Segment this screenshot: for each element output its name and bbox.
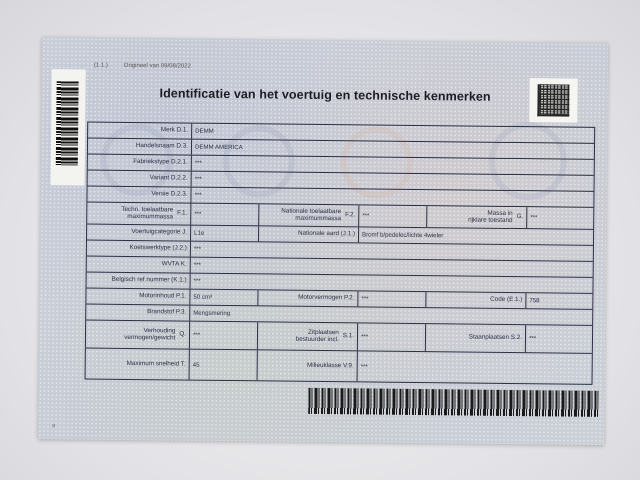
label-motorvermogen: Motorvermogen P.2. xyxy=(258,290,358,306)
row-snelheid xyxy=(86,349,592,384)
label-verhouding-line1: Verhouding xyxy=(143,327,176,335)
horizontal-barcode-icon xyxy=(308,388,598,417)
label-max-snelheid: Maximum snelheid T. xyxy=(86,349,190,380)
value-code-e1: 758 xyxy=(529,297,540,305)
label-zitplaatsen xyxy=(258,322,358,350)
label-techn-massa-text xyxy=(121,207,173,221)
registration-document xyxy=(38,37,608,445)
label-brandstof: Brandstof P.3. xyxy=(86,305,190,321)
value-zitplaatsen: *** xyxy=(358,323,426,351)
corner-mark: a xyxy=(52,423,56,430)
vertical-barcode-strip xyxy=(51,69,86,185)
label-nat-massa xyxy=(259,204,359,226)
value-belgisch-ref: *** xyxy=(193,277,201,285)
label-massa-rijklaar-line2: rijklare toestand xyxy=(468,216,513,224)
label-koetswerktype: Koetswerktype (J.2.) xyxy=(87,241,191,257)
serial-code: (1.1.) xyxy=(93,62,108,69)
label-milieuklasse: Milieuklasse V.9. xyxy=(258,350,358,381)
value-staanplaatsen: *** xyxy=(528,335,537,343)
label-staanplaatsen: Staanplaatsen S.2. xyxy=(426,324,526,352)
label-merk: Merk D.1. xyxy=(88,123,192,139)
value-verhouding: *** xyxy=(190,322,258,350)
label-handelsnaam: Handelsnaam D.3. xyxy=(88,139,192,155)
code-massa-rijklaar: G. xyxy=(516,213,524,221)
value-motorvermogen: *** xyxy=(358,291,426,307)
value-koetswerktype: *** xyxy=(193,245,202,253)
label-nationale-aard: Nationale aard (J.1.) xyxy=(259,226,359,242)
label-zitplaatsen-line1: Zitplaatsen xyxy=(307,328,339,337)
value-milieuklasse: *** xyxy=(360,362,368,370)
value-techn-massa: *** xyxy=(191,204,259,226)
value-nat-massa: *** xyxy=(359,205,427,227)
value-variant: *** xyxy=(194,175,202,183)
label-versie: Versie D.2.3. xyxy=(87,187,191,203)
label-techn-massa-line2: maximummassa xyxy=(127,212,174,220)
code-nat-massa: F.2. xyxy=(345,211,356,219)
label-nat-massa-text xyxy=(281,208,341,222)
value-handelsnaam: DEMM AMERICA xyxy=(194,143,243,152)
value-nationale-aard: Bromf b/pedelec/lichte 4wieler xyxy=(362,231,444,240)
code-zitplaatsen: S.1. xyxy=(342,332,355,340)
label-techn-massa xyxy=(87,203,191,225)
label-wvta: WVTA K. xyxy=(87,257,191,273)
label-massa-rijklaar xyxy=(427,206,527,228)
value-voertuigcategorie: L1e xyxy=(191,226,259,242)
label-belgisch-ref: Belgisch ref.nummer (K.1.) xyxy=(86,273,190,289)
vehicle-data-form xyxy=(85,122,596,385)
label-code-e1: Code (E.1.) xyxy=(426,292,526,308)
qr-code-box xyxy=(529,78,577,123)
value-fabriekstype: *** xyxy=(194,159,202,167)
label-massa-rijklaar-line1: Massa in xyxy=(487,209,513,217)
value-merk: DEMM xyxy=(195,127,214,135)
label-massa-rijklaar-text xyxy=(468,210,513,224)
value-versie: *** xyxy=(194,191,202,199)
value-wvta: *** xyxy=(193,261,201,269)
label-fabriekstype: Fabriekstype D.2.1. xyxy=(88,155,192,171)
barcode-icon xyxy=(56,81,79,165)
label-motorinhoud: Motorinhoud P.1. xyxy=(86,289,190,305)
value-brandstof: Mengsmering xyxy=(193,309,231,318)
value-motorinhoud: 50 cm³ xyxy=(190,290,258,306)
qr-code-icon xyxy=(537,84,569,116)
label-techn-massa-line1: Techn. toelaatbare xyxy=(121,205,174,214)
label-nat-massa-line2: maximummassa xyxy=(295,214,342,222)
code-verhouding: Q. xyxy=(179,330,187,338)
label-verhouding xyxy=(86,321,190,349)
label-verhouding-text xyxy=(124,328,175,342)
label-voertuigcategorie: Voertuigcategorie J. xyxy=(87,225,191,241)
document-title: Identificatie van het voertuig en technische kenmerken xyxy=(159,86,491,104)
value-max-snelheid: 45 xyxy=(190,350,258,381)
label-verhouding-line2: vermogen/gewicht xyxy=(124,333,176,341)
label-zitplaatsen-text xyxy=(296,330,339,344)
value-massa-rijklaar: *** xyxy=(530,214,538,222)
original-date: Origineel van 09/08/2022 xyxy=(123,62,191,70)
code-techn-massa: F.1. xyxy=(177,209,188,217)
label-nat-massa-line1: Nationale toelaatbare xyxy=(281,207,342,216)
label-zitplaatsen-line2: bestuurder incl. xyxy=(295,335,339,343)
label-variant: Variant D.2.2. xyxy=(88,171,192,187)
